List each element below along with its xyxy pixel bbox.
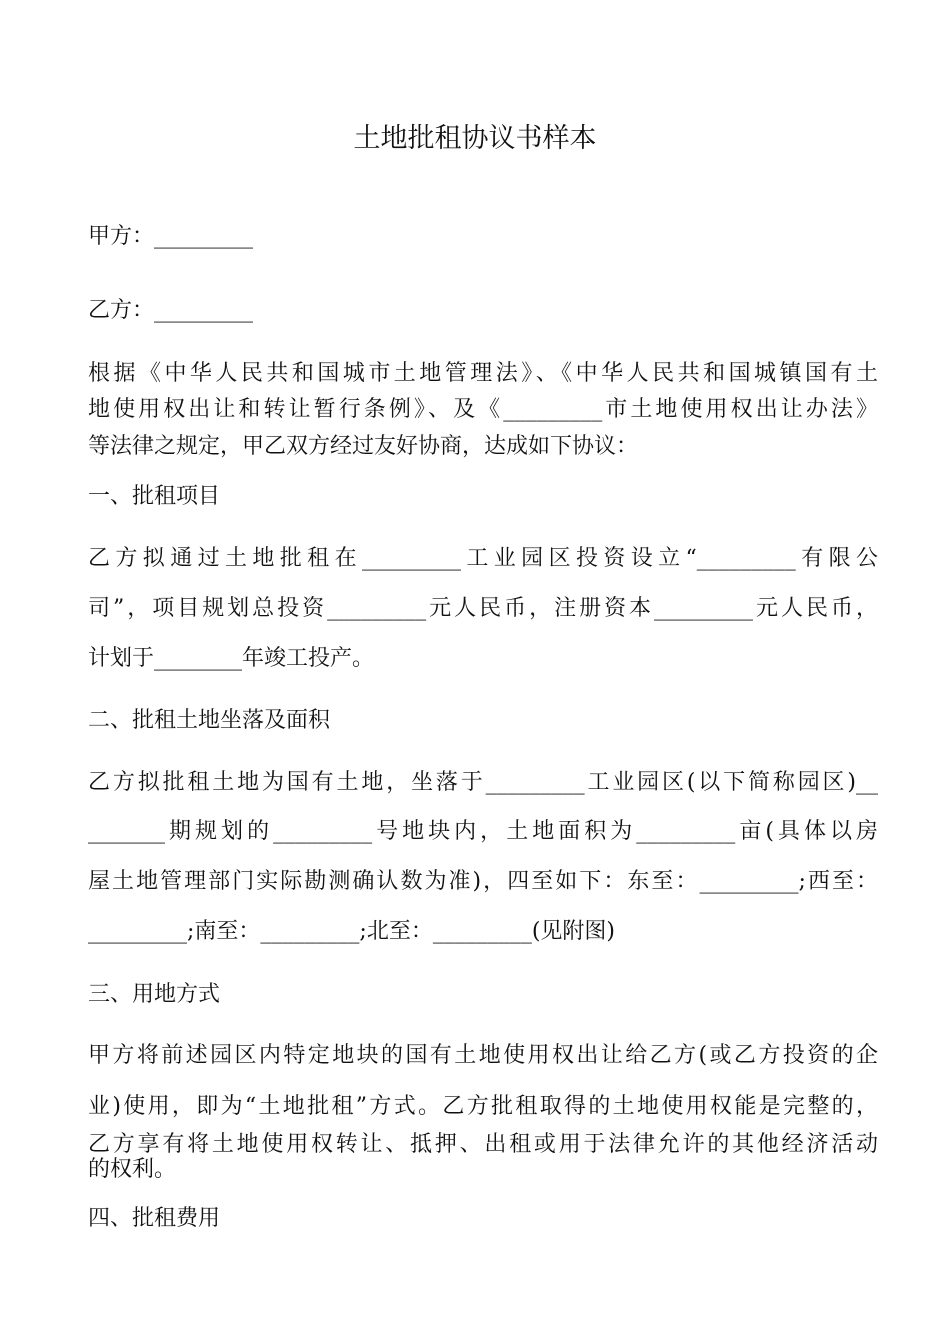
document-title: 土地批租协议书样本 bbox=[353, 123, 597, 154]
section-heading: 二、批租土地坐落及面积 bbox=[88, 708, 331, 733]
preamble-line: 地使用权出让和转让暂行条例》、及《_________市土地使用权出让办法》 bbox=[88, 397, 878, 422]
party-b-line: 乙方：_________ bbox=[88, 298, 254, 323]
preamble-line: 根据《中华人民共和国城市土地管理法》、《中华人民共和国城镇国有土 bbox=[88, 361, 878, 386]
section-line: 乙方拟通过土地批租在_________工业园区投资设立“_________有限公 bbox=[88, 546, 878, 571]
preamble-line: 等法律之规定，甲乙双方经过友好协商，达成如下协议： bbox=[88, 434, 639, 459]
section-heading: 四、批租费用 bbox=[88, 1206, 221, 1231]
party-a-line: 甲方：_________ bbox=[88, 224, 254, 249]
section-line: 的权利。 bbox=[88, 1157, 177, 1182]
section-line: 业)使用，即为“土地批租”方式。乙方批租取得的土地使用权能是完整的， bbox=[88, 1094, 878, 1119]
section-heading: 三、用地方式 bbox=[88, 982, 221, 1007]
section-line: _______期规划的_________号地块内，土地面积为_________亩(具体以房 bbox=[88, 819, 878, 844]
section-heading: 一、批租项目 bbox=[88, 484, 221, 509]
section-line: 屋土地管理部门实际勘测确认数为准)，四至如下：东至：_________;西至： bbox=[88, 869, 878, 894]
section-line: 计划于________年竣工投产。 bbox=[88, 646, 375, 671]
section-line: 乙方享有将土地使用权转让、抵押、出租或用于法律允许的其他经济活动 bbox=[88, 1132, 878, 1157]
section-line: 司”，项目规划总投资_________元人民币，注册资本_________元人民币， bbox=[88, 596, 878, 621]
section-line: _________;南至：_________;北至：_________(见附图) bbox=[88, 919, 615, 944]
section-line: 乙方拟批租土地为国有土地，坐落于_________工业园区(以下简称园区)__ bbox=[88, 770, 878, 795]
section-line: 甲方将前述园区内特定地块的国有土地使用权出让给乙方(或乙方投资的企 bbox=[88, 1043, 878, 1068]
